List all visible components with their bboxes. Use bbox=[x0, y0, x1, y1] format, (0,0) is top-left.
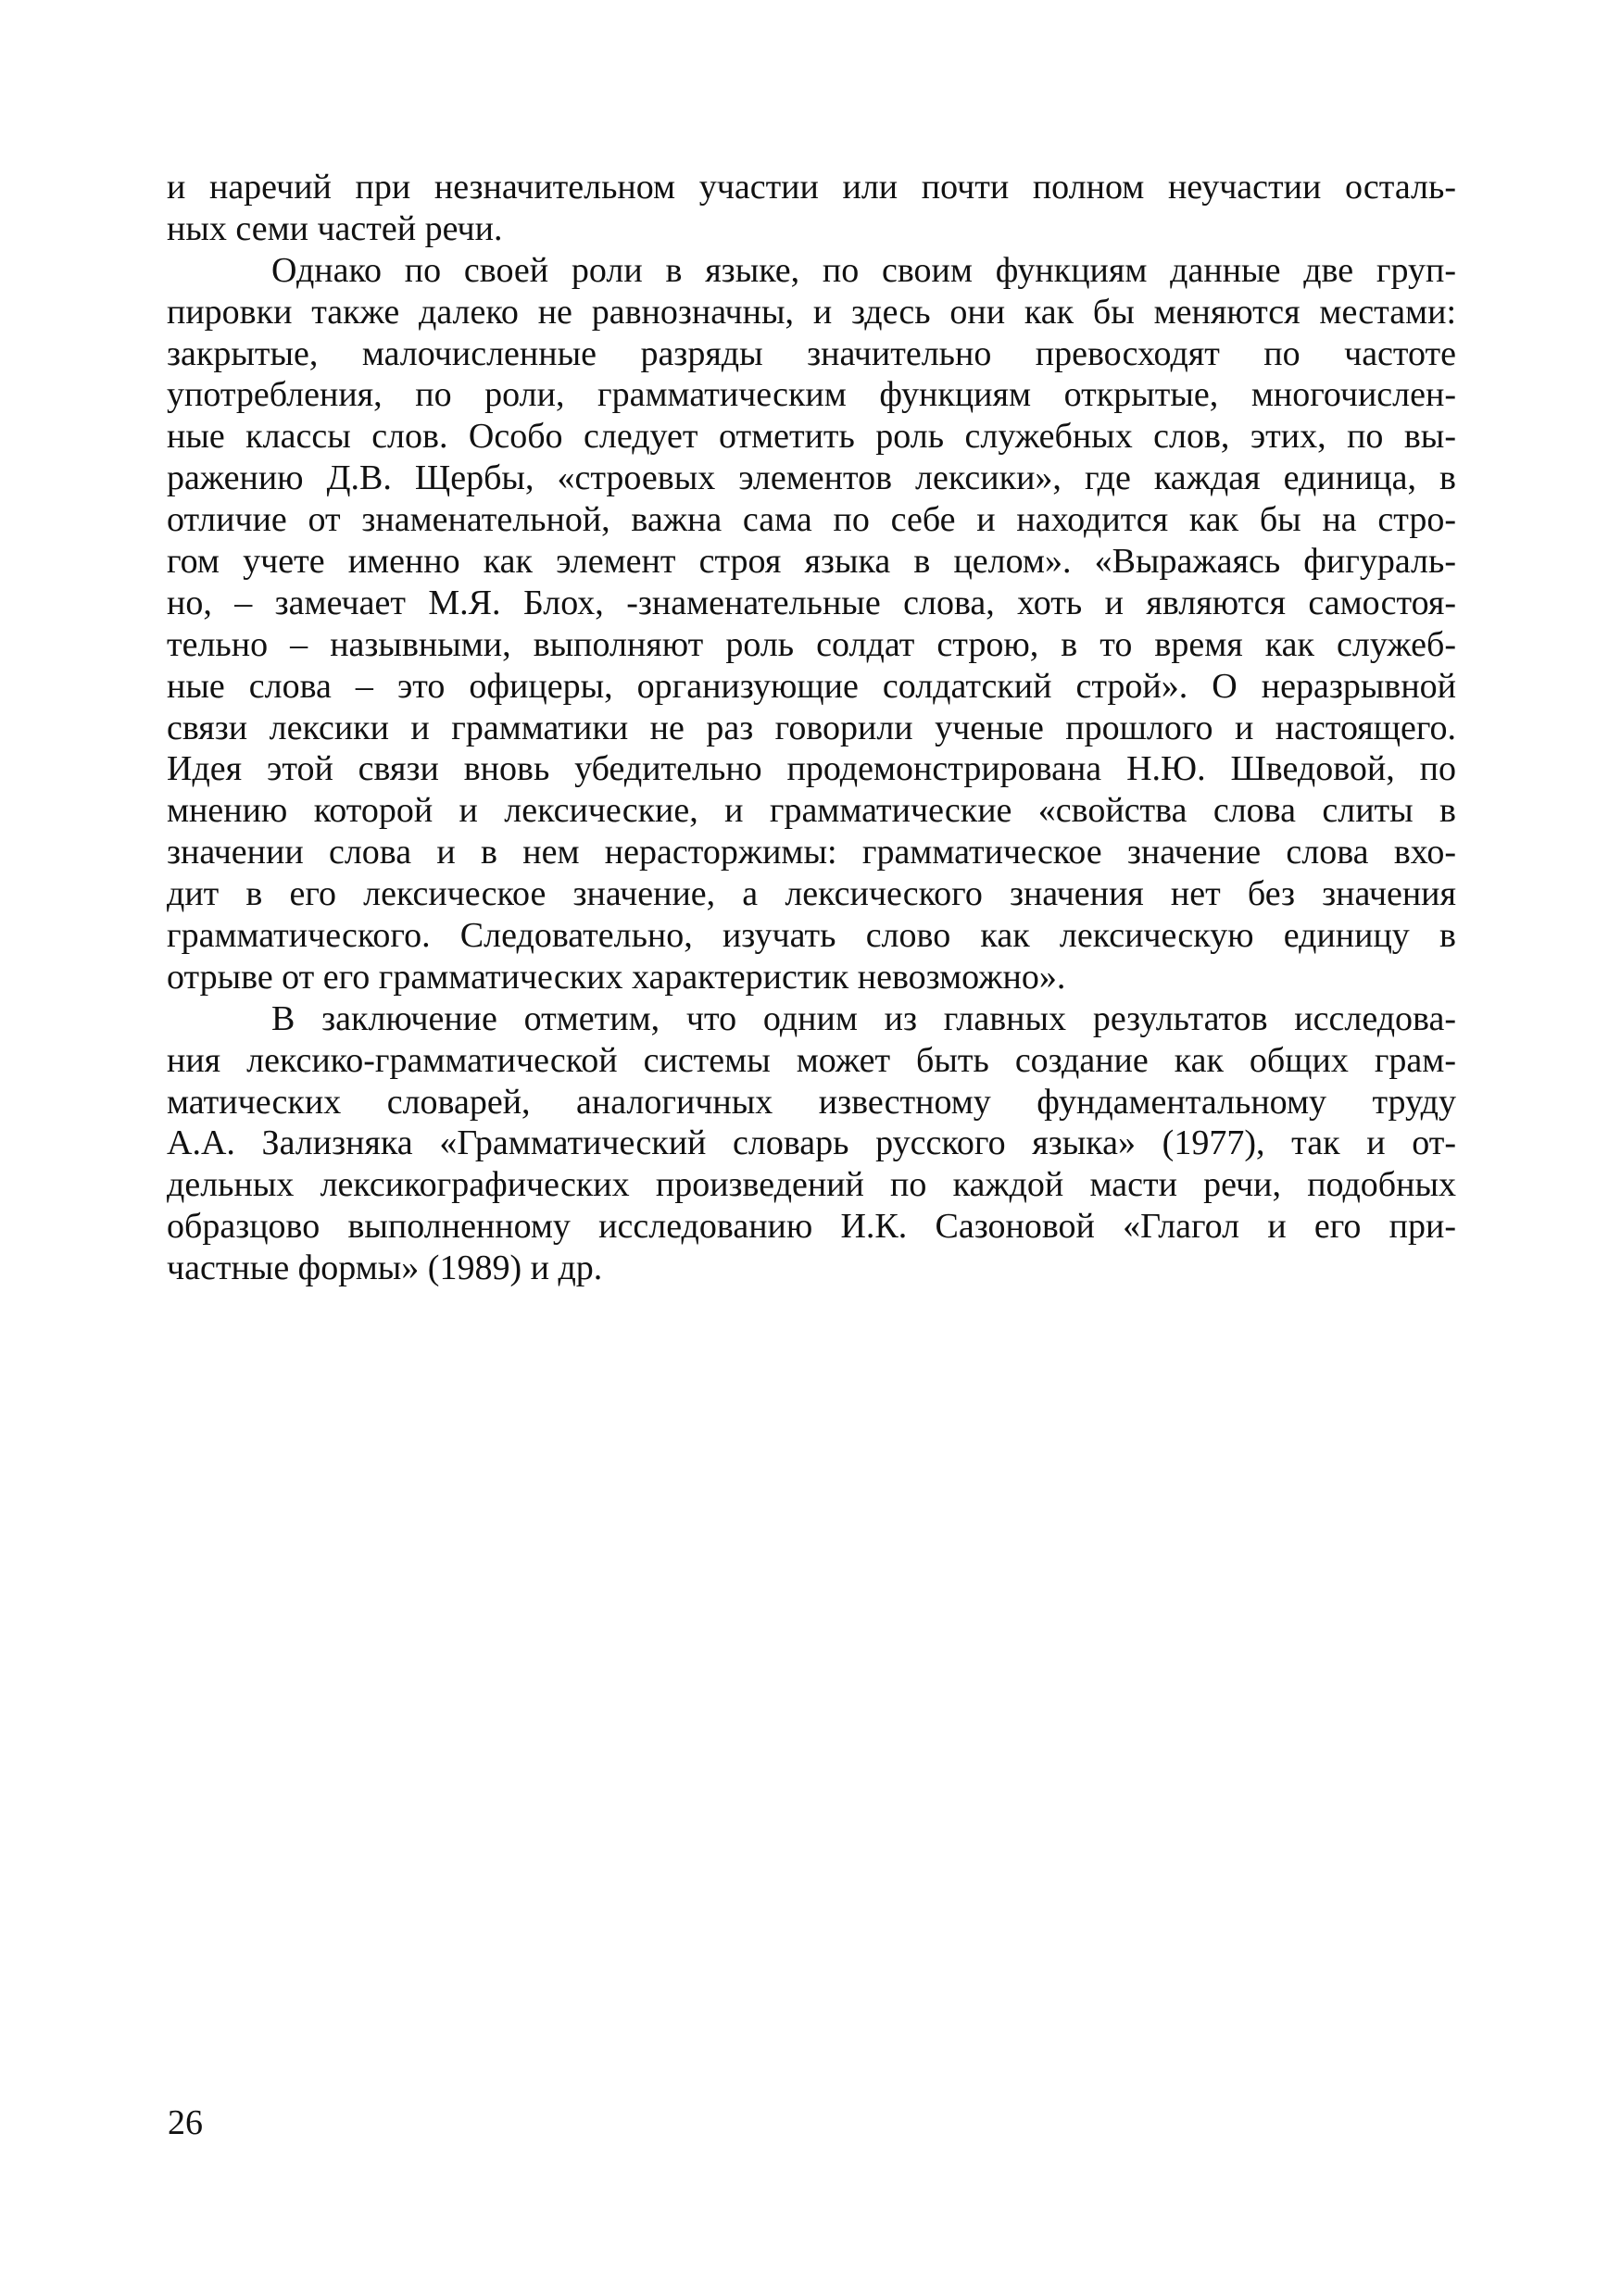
text-line: матических словарей, аналогичных известному фундаментальному труду bbox=[167, 1082, 1456, 1122]
text-line: ные слова – это офицеры, организующие солдатский строй». О неразрывной bbox=[167, 666, 1456, 706]
text-line: употребления, по роли, грамматическим функциям открытые, многочислен- bbox=[167, 375, 1456, 415]
text-line: гом учете именно как элемент строя языка в целом». «Выражаясь фигураль- bbox=[167, 542, 1456, 582]
text-line: но, – замечает М.Я. Блох, -знаменательные слова, хоть и являются самостоя- bbox=[167, 583, 1456, 622]
paragraph-first-line: Однако по своей роли в языке, по своим функциям данные две груп- bbox=[271, 250, 1456, 290]
body-text bbox=[167, 167, 1456, 1289]
text-line: связи лексики и грамматики не раз говорили ученые прошлого и настоящего. bbox=[167, 708, 1456, 747]
text-line: значении слова и в нем нерасторжимы: грамматическое значение слова вхо- bbox=[167, 833, 1456, 872]
paragraph-first-line: В заключение отметим, что одним из главных результатов исследова- bbox=[271, 998, 1456, 1038]
text-line: ных семи частей речи. bbox=[167, 208, 503, 248]
text-line: Идея этой связи вновь убедительно продемонстрирована Н.Ю. Шведовой, по bbox=[167, 749, 1456, 789]
text-line: закрытые, малочисленные разряды значительно превосходят по частоте bbox=[167, 333, 1456, 373]
text-line: тельно – назывными, выполняют роль солдат строю, в то время как служеб- bbox=[167, 624, 1456, 664]
text-line: пировки также далеко не равнозначны, и здесь они как бы меняются местами: bbox=[167, 292, 1456, 332]
text-line: дельных лексикографических произведений по каждой масти речи, подобных bbox=[167, 1165, 1456, 1205]
text-line: частные формы» (1989) и др. bbox=[167, 1248, 603, 1288]
text-line: ражению Д.В. Щербы, «строевых элементов лексики», где каждая единица, в bbox=[167, 458, 1456, 498]
text-line: ния лексико-грамматической системы может быть создание как общих грам- bbox=[167, 1040, 1456, 1080]
text-line: ные классы слов. Особо следует отметить роль служебных слов, этих, по вы- bbox=[167, 417, 1456, 457]
text-line: образцово выполненному исследованию И.К. Сазоновой «Глагол и его при- bbox=[167, 1207, 1456, 1247]
text-line: грамматического. Следовательно, изучать слово как лексическую единицу в bbox=[167, 916, 1456, 956]
text-line: дит в его лексическое значение, а лексического значения нет без значения bbox=[167, 874, 1456, 914]
text-line: А.А. Зализняка «Грамматический словарь русского языка» (1977), так и от- bbox=[167, 1123, 1456, 1163]
text-line: и наречий при незначительном участии или почти полном неучастии осталь- bbox=[167, 168, 1456, 207]
text-line: отрыве от его грамматических характеристик невозможно». bbox=[167, 957, 1066, 997]
text-line: отличие от знаменательной, важна сама по себе и находится как бы на стро- bbox=[167, 500, 1456, 540]
page-number: 26 bbox=[168, 2103, 203, 2142]
text-line: мнению которой и лексические, и грамматические «свойства слова слиты в bbox=[167, 791, 1456, 831]
